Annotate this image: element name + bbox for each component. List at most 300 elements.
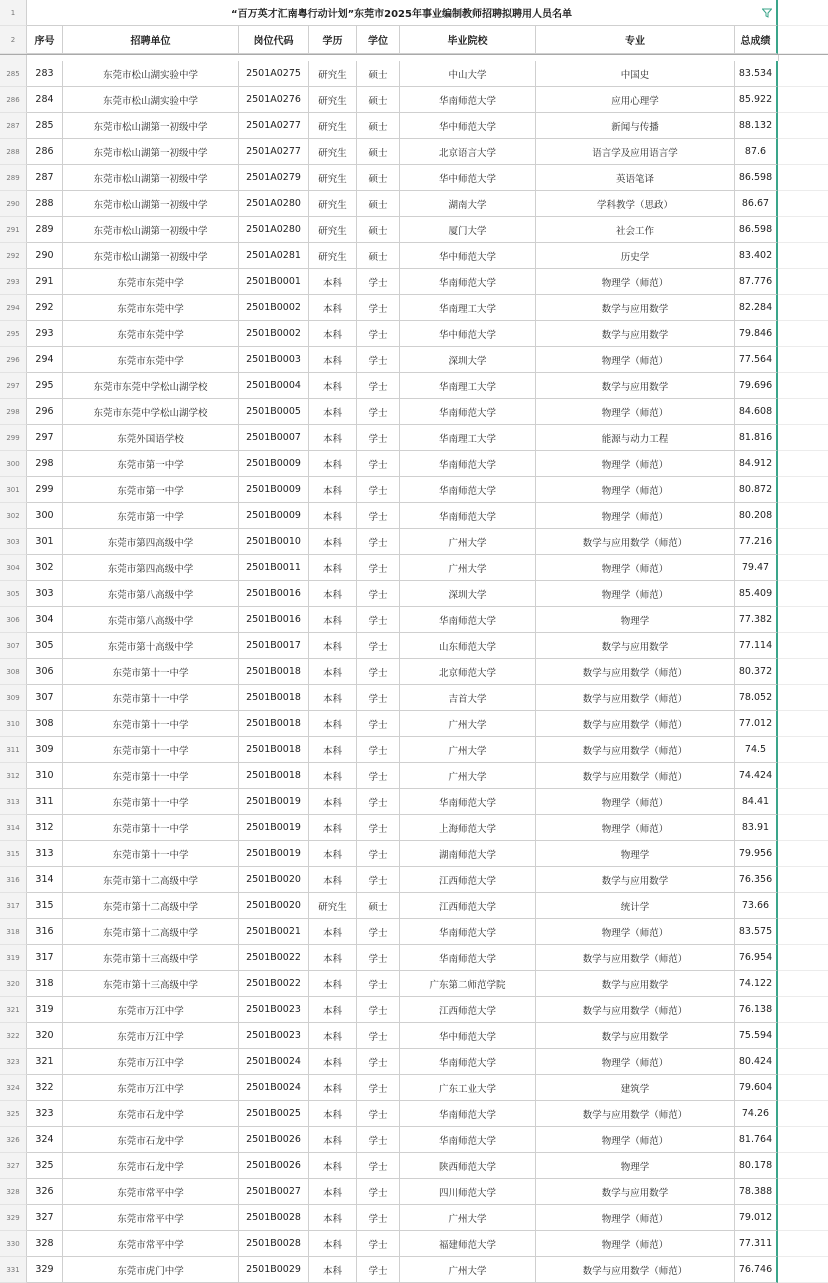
cell-employer[interactable]: 东莞市第四高级中学	[63, 529, 239, 555]
cell-position-code[interactable]: 2501B0002	[239, 321, 309, 347]
cell-degree[interactable]: 学士	[357, 815, 400, 841]
cell-school[interactable]: 华南师范大学	[400, 919, 536, 945]
cell-position-code[interactable]: 2501B0016	[239, 581, 309, 607]
cell-degree[interactable]: 硕士	[357, 87, 400, 113]
cell-education[interactable]: 研究生	[309, 243, 357, 269]
cell-degree[interactable]: 学士	[357, 399, 400, 425]
cell-school[interactable]: 华南理工大学	[400, 425, 536, 451]
cell-education[interactable]: 本科	[309, 451, 357, 477]
cell-index[interactable]: 318	[27, 971, 63, 997]
cell-total-score[interactable]: 84.41	[735, 789, 778, 815]
cell-index[interactable]: 296	[27, 399, 63, 425]
cell-degree[interactable]: 学士	[357, 711, 400, 737]
row-header[interactable]: 291	[0, 217, 27, 243]
cell-school[interactable]: 广东第二师范学院	[400, 971, 536, 997]
cell-total-score[interactable]: 77.012	[735, 711, 778, 737]
cell-employer[interactable]: 东莞市第十一中学	[63, 659, 239, 685]
cell-education[interactable]: 本科	[309, 269, 357, 295]
cell-index[interactable]: 329	[27, 1257, 63, 1283]
row-header[interactable]: 325	[0, 1101, 27, 1127]
cell-index[interactable]: 314	[27, 867, 63, 893]
cell-total-score[interactable]: 79.956	[735, 841, 778, 867]
row-header[interactable]: 301	[0, 477, 27, 503]
cell-position-code[interactable]: 2501B0020	[239, 893, 309, 919]
cell-degree[interactable]: 硕士	[357, 113, 400, 139]
cell-employer[interactable]: 东莞市第十二高级中学	[63, 893, 239, 919]
row-header[interactable]: 321	[0, 997, 27, 1023]
cell-total-score[interactable]: 79.696	[735, 373, 778, 399]
row-header[interactable]: 313	[0, 789, 27, 815]
cell-degree[interactable]: 硕士	[357, 139, 400, 165]
cell-education[interactable]: 本科	[309, 321, 357, 347]
cell-employer[interactable]: 东莞市万江中学	[63, 1049, 239, 1075]
cell-degree[interactable]: 学士	[357, 1153, 400, 1179]
cell-total-score[interactable]: 80.372	[735, 659, 778, 685]
cell-degree[interactable]: 学士	[357, 1023, 400, 1049]
cell-position-code[interactable]: 2501B0023	[239, 997, 309, 1023]
cell-index[interactable]: 299	[27, 477, 63, 503]
row-header[interactable]: 1	[0, 0, 27, 26]
row-header[interactable]: 287	[0, 113, 27, 139]
cell-degree[interactable]: 学士	[357, 1179, 400, 1205]
cell-education[interactable]: 本科	[309, 347, 357, 373]
cell-total-score[interactable]: 77.114	[735, 633, 778, 659]
cell-employer[interactable]: 东莞市第十二高级中学	[63, 919, 239, 945]
cell-position-code[interactable]: 2501A0280	[239, 217, 309, 243]
cell-school[interactable]: 华中师范大学	[400, 243, 536, 269]
cell-index[interactable]: 292	[27, 295, 63, 321]
row-header[interactable]: 308	[0, 659, 27, 685]
cell-education[interactable]: 研究生	[309, 893, 357, 919]
cell-degree[interactable]: 学士	[357, 1231, 400, 1257]
cell-total-score[interactable]: 74.424	[735, 763, 778, 789]
cell-total-score[interactable]: 84.608	[735, 399, 778, 425]
cell-school[interactable]: 华中师范大学	[400, 165, 536, 191]
cell-major[interactable]: 物理学（师范）	[536, 581, 735, 607]
cell-education[interactable]: 研究生	[309, 139, 357, 165]
cell-degree[interactable]: 学士	[357, 971, 400, 997]
cell-position-code[interactable]: 2501B0009	[239, 451, 309, 477]
cell-total-score[interactable]: 85.409	[735, 581, 778, 607]
cell-degree[interactable]: 学士	[357, 347, 400, 373]
cell-school[interactable]: 广州大学	[400, 555, 536, 581]
cell-position-code[interactable]: 2501B0017	[239, 633, 309, 659]
cell-school[interactable]: 华南理工大学	[400, 373, 536, 399]
row-header[interactable]: 295	[0, 321, 27, 347]
cell-index[interactable]: 285	[27, 113, 63, 139]
cell-degree[interactable]: 学士	[357, 1101, 400, 1127]
cell-position-code[interactable]: 2501A0280	[239, 191, 309, 217]
cell-employer[interactable]: 东莞市第八高级中学	[63, 607, 239, 633]
cell-degree[interactable]: 硕士	[357, 217, 400, 243]
cell-index[interactable]: 322	[27, 1075, 63, 1101]
cell-position-code[interactable]: 2501B0026	[239, 1127, 309, 1153]
cell-index[interactable]: 294	[27, 347, 63, 373]
cell-total-score[interactable]: 76.954	[735, 945, 778, 971]
cell-major[interactable]: 历史学	[536, 243, 735, 269]
cell-major[interactable]: 应用心理学	[536, 87, 735, 113]
cell-employer[interactable]: 东莞市常平中学	[63, 1205, 239, 1231]
cell-index[interactable]: 284	[27, 87, 63, 113]
cell-education[interactable]: 本科	[309, 373, 357, 399]
cell-major[interactable]: 数学与应用数学（师范）	[536, 737, 735, 763]
row-header[interactable]: 327	[0, 1153, 27, 1179]
cell-index[interactable]: 297	[27, 425, 63, 451]
cell-position-code[interactable]: 2501B0022	[239, 971, 309, 997]
row-header[interactable]: 331	[0, 1257, 27, 1283]
row-header[interactable]: 298	[0, 399, 27, 425]
column-header-employer[interactable]: 招聘单位	[63, 26, 239, 54]
cell-position-code[interactable]: 2501B0002	[239, 295, 309, 321]
cell-position-code[interactable]: 2501B0028	[239, 1231, 309, 1257]
cell-school[interactable]: 湖南师范大学	[400, 841, 536, 867]
cell-degree[interactable]: 学士	[357, 789, 400, 815]
cell-major[interactable]: 数学与应用数学（师范）	[536, 1257, 735, 1283]
cell-index[interactable]: 289	[27, 217, 63, 243]
cell-employer[interactable]: 东莞市万江中学	[63, 1023, 239, 1049]
cell-index[interactable]: 305	[27, 633, 63, 659]
cell-education[interactable]: 研究生	[309, 217, 357, 243]
cell-employer[interactable]: 东莞市第十二高级中学	[63, 867, 239, 893]
cell-total-score[interactable]: 87.6	[735, 139, 778, 165]
cell-school[interactable]: 广东工业大学	[400, 1075, 536, 1101]
cell-education[interactable]: 本科	[309, 971, 357, 997]
cell-major[interactable]: 社会工作	[536, 217, 735, 243]
cell-employer[interactable]: 东莞市第十一中学	[63, 685, 239, 711]
cell-total-score[interactable]: 77.564	[735, 347, 778, 373]
cell-school[interactable]: 广州大学	[400, 1205, 536, 1231]
cell-major[interactable]: 物理学（师范）	[536, 815, 735, 841]
cell-index[interactable]: 316	[27, 919, 63, 945]
cell-major[interactable]: 能源与动力工程	[536, 425, 735, 451]
cell-total-score[interactable]: 75.594	[735, 1023, 778, 1049]
cell-position-code[interactable]: 2501A0275	[239, 61, 309, 87]
row-header[interactable]: 2	[0, 26, 27, 54]
sheet-title-cell[interactable]	[27, 0, 778, 26]
cell-index[interactable]: 323	[27, 1101, 63, 1127]
cell-position-code[interactable]: 2501B0004	[239, 373, 309, 399]
cell-index[interactable]: 290	[27, 243, 63, 269]
row-header[interactable]: 323	[0, 1049, 27, 1075]
cell-school[interactable]: 华南师范大学	[400, 451, 536, 477]
cell-position-code[interactable]: 2501B0003	[239, 347, 309, 373]
row-header[interactable]: 296	[0, 347, 27, 373]
cell-employer[interactable]: 东莞市第十一中学	[63, 815, 239, 841]
cell-school[interactable]: 江西师范大学	[400, 997, 536, 1023]
cell-index[interactable]: 324	[27, 1127, 63, 1153]
cell-degree[interactable]: 学士	[357, 867, 400, 893]
cell-education[interactable]: 本科	[309, 503, 357, 529]
cell-total-score[interactable]: 83.402	[735, 243, 778, 269]
cell-total-score[interactable]: 78.388	[735, 1179, 778, 1205]
row-header[interactable]: 317	[0, 893, 27, 919]
cell-school[interactable]: 山东师范大学	[400, 633, 536, 659]
cell-education[interactable]: 本科	[309, 425, 357, 451]
cell-education[interactable]: 研究生	[309, 191, 357, 217]
row-header[interactable]: 309	[0, 685, 27, 711]
row-header[interactable]: 316	[0, 867, 27, 893]
cell-major[interactable]: 数学与应用数学	[536, 971, 735, 997]
cell-major[interactable]: 语言学及应用语言学	[536, 139, 735, 165]
cell-employer[interactable]: 东莞市第十一中学	[63, 763, 239, 789]
cell-education[interactable]: 本科	[309, 581, 357, 607]
cell-position-code[interactable]: 2501B0019	[239, 815, 309, 841]
cell-index[interactable]: 283	[27, 61, 63, 87]
cell-education[interactable]: 本科	[309, 1257, 357, 1283]
row-header[interactable]: 286	[0, 87, 27, 113]
cell-school[interactable]: 陕西师范大学	[400, 1153, 536, 1179]
row-header[interactable]: 329	[0, 1205, 27, 1231]
cell-education[interactable]: 本科	[309, 945, 357, 971]
cell-degree[interactable]: 学士	[357, 633, 400, 659]
row-header[interactable]: 312	[0, 763, 27, 789]
cell-major[interactable]: 物理学（师范）	[536, 477, 735, 503]
cell-position-code[interactable]: 2501B0019	[239, 841, 309, 867]
cell-major[interactable]: 中国史	[536, 61, 735, 87]
cell-employer[interactable]: 东莞市第十一中学	[63, 737, 239, 763]
cell-major[interactable]: 物理学（师范）	[536, 399, 735, 425]
row-header[interactable]: 290	[0, 191, 27, 217]
row-header[interactable]: 318	[0, 919, 27, 945]
cell-position-code[interactable]: 2501B0020	[239, 867, 309, 893]
cell-education[interactable]: 本科	[309, 815, 357, 841]
cell-school[interactable]: 广州大学	[400, 763, 536, 789]
cell-education[interactable]: 本科	[309, 1153, 357, 1179]
row-header[interactable]: 299	[0, 425, 27, 451]
cell-education[interactable]: 本科	[309, 1101, 357, 1127]
cell-school[interactable]: 福建师范大学	[400, 1231, 536, 1257]
cell-major[interactable]: 建筑学	[536, 1075, 735, 1101]
cell-total-score[interactable]: 76.356	[735, 867, 778, 893]
cell-degree[interactable]: 学士	[357, 1127, 400, 1153]
row-header[interactable]: 289	[0, 165, 27, 191]
row-header[interactable]: 294	[0, 295, 27, 321]
cell-position-code[interactable]: 2501B0011	[239, 555, 309, 581]
cell-employer[interactable]: 东莞市东莞中学松山湖学校	[63, 373, 239, 399]
cell-major[interactable]: 数学与应用数学	[536, 373, 735, 399]
cell-education[interactable]: 本科	[309, 997, 357, 1023]
cell-total-score[interactable]: 86.598	[735, 165, 778, 191]
cell-school[interactable]: 华南师范大学	[400, 1127, 536, 1153]
cell-index[interactable]: 309	[27, 737, 63, 763]
cell-position-code[interactable]: 2501A0281	[239, 243, 309, 269]
cell-index[interactable]: 310	[27, 763, 63, 789]
cell-position-code[interactable]: 2501B0005	[239, 399, 309, 425]
cell-major[interactable]: 物理学（师范）	[536, 451, 735, 477]
cell-degree[interactable]: 学士	[357, 737, 400, 763]
cell-school[interactable]: 华南师范大学	[400, 399, 536, 425]
cell-employer[interactable]: 东莞市松山湖第一初级中学	[63, 191, 239, 217]
cell-education[interactable]: 本科	[309, 295, 357, 321]
cell-school[interactable]: 广州大学	[400, 529, 536, 555]
cell-total-score[interactable]: 80.178	[735, 1153, 778, 1179]
cell-school[interactable]: 广州大学	[400, 711, 536, 737]
cell-employer[interactable]: 东莞市第一中学	[63, 503, 239, 529]
cell-major[interactable]: 物理学（师范）	[536, 555, 735, 581]
cell-index[interactable]: 319	[27, 997, 63, 1023]
cell-total-score[interactable]: 86.67	[735, 191, 778, 217]
cell-index[interactable]: 300	[27, 503, 63, 529]
row-header[interactable]: 305	[0, 581, 27, 607]
cell-degree[interactable]: 学士	[357, 919, 400, 945]
cell-index[interactable]: 304	[27, 607, 63, 633]
cell-employer[interactable]: 东莞市石龙中学	[63, 1127, 239, 1153]
cell-school[interactable]: 北京语言大学	[400, 139, 536, 165]
cell-degree[interactable]: 学士	[357, 1049, 400, 1075]
row-header[interactable]: 304	[0, 555, 27, 581]
cell-position-code[interactable]: 2501B0027	[239, 1179, 309, 1205]
cell-index[interactable]: 315	[27, 893, 63, 919]
cell-degree[interactable]: 硕士	[357, 191, 400, 217]
cell-employer[interactable]: 东莞市东莞中学	[63, 295, 239, 321]
cell-education[interactable]: 本科	[309, 685, 357, 711]
cell-position-code[interactable]: 2501B0019	[239, 789, 309, 815]
cell-index[interactable]: 291	[27, 269, 63, 295]
cell-degree[interactable]: 学士	[357, 945, 400, 971]
cell-employer[interactable]: 东莞市第一中学	[63, 451, 239, 477]
cell-major[interactable]: 数学与应用数学（师范）	[536, 763, 735, 789]
cell-degree[interactable]: 学士	[357, 607, 400, 633]
cell-total-score[interactable]: 83.534	[735, 61, 778, 87]
cell-total-score[interactable]: 83.575	[735, 919, 778, 945]
row-header[interactable]: 330	[0, 1231, 27, 1257]
cell-school[interactable]: 江西师范大学	[400, 893, 536, 919]
cell-employer[interactable]: 东莞市石龙中学	[63, 1101, 239, 1127]
cell-total-score[interactable]: 88.132	[735, 113, 778, 139]
filter-icon[interactable]	[762, 8, 772, 18]
cell-degree[interactable]: 学士	[357, 269, 400, 295]
cell-position-code[interactable]: 2501B0024	[239, 1049, 309, 1075]
cell-index[interactable]: 288	[27, 191, 63, 217]
cell-position-code[interactable]: 2501B0001	[239, 269, 309, 295]
cell-employer[interactable]: 东莞市松山湖第一初级中学	[63, 113, 239, 139]
cell-total-score[interactable]: 87.776	[735, 269, 778, 295]
cell-degree[interactable]: 学士	[357, 321, 400, 347]
cell-total-score[interactable]: 85.922	[735, 87, 778, 113]
row-header[interactable]: 293	[0, 269, 27, 295]
cell-school[interactable]: 华南师范大学	[400, 789, 536, 815]
cell-employer[interactable]: 东莞市松山湖第一初级中学	[63, 139, 239, 165]
row-header[interactable]: 322	[0, 1023, 27, 1049]
cell-school[interactable]: 华南师范大学	[400, 607, 536, 633]
cell-employer[interactable]: 东莞市松山湖实验中学	[63, 87, 239, 113]
column-header-education[interactable]: 学历	[309, 26, 357, 54]
cell-degree[interactable]: 学士	[357, 425, 400, 451]
cell-index[interactable]: 293	[27, 321, 63, 347]
cell-position-code[interactable]: 2501B0018	[239, 659, 309, 685]
cell-employer[interactable]: 东莞市第十一中学	[63, 841, 239, 867]
cell-major[interactable]: 数学与应用数学	[536, 295, 735, 321]
cell-employer[interactable]: 东莞市松山湖第一初级中学	[63, 217, 239, 243]
cell-index[interactable]: 295	[27, 373, 63, 399]
row-header[interactable]: 300	[0, 451, 27, 477]
cell-employer[interactable]: 东莞市常平中学	[63, 1231, 239, 1257]
cell-school[interactable]: 华南师范大学	[400, 945, 536, 971]
cell-position-code[interactable]: 2501B0022	[239, 945, 309, 971]
cell-index[interactable]: 326	[27, 1179, 63, 1205]
cell-total-score[interactable]: 77.382	[735, 607, 778, 633]
cell-total-score[interactable]: 82.284	[735, 295, 778, 321]
cell-employer[interactable]: 东莞市石龙中学	[63, 1153, 239, 1179]
row-header[interactable]: 292	[0, 243, 27, 269]
cell-index[interactable]: 287	[27, 165, 63, 191]
cell-total-score[interactable]: 78.052	[735, 685, 778, 711]
cell-position-code[interactable]: 2501A0277	[239, 113, 309, 139]
cell-position-code[interactable]: 2501A0277	[239, 139, 309, 165]
row-header[interactable]: 324	[0, 1075, 27, 1101]
cell-degree[interactable]: 学士	[357, 555, 400, 581]
cell-position-code[interactable]: 2501A0276	[239, 87, 309, 113]
cell-major[interactable]: 物理学	[536, 1153, 735, 1179]
cell-employer[interactable]: 东莞市东莞中学	[63, 269, 239, 295]
cell-total-score[interactable]: 74.26	[735, 1101, 778, 1127]
cell-major[interactable]: 数学与应用数学（师范）	[536, 1101, 735, 1127]
cell-major[interactable]: 数学与应用数学	[536, 321, 735, 347]
cell-major[interactable]: 数学与应用数学	[536, 1179, 735, 1205]
cell-position-code[interactable]: 2501B0010	[239, 529, 309, 555]
row-header[interactable]: 315	[0, 841, 27, 867]
cell-degree[interactable]: 硕士	[357, 893, 400, 919]
cell-index[interactable]: 317	[27, 945, 63, 971]
cell-school[interactable]: 北京师范大学	[400, 659, 536, 685]
cell-position-code[interactable]: 2501B0024	[239, 1075, 309, 1101]
cell-position-code[interactable]: 2501A0279	[239, 165, 309, 191]
cell-education[interactable]: 本科	[309, 477, 357, 503]
cell-employer[interactable]: 东莞外国语学校	[63, 425, 239, 451]
cell-degree[interactable]: 学士	[357, 477, 400, 503]
cell-education[interactable]: 本科	[309, 867, 357, 893]
cell-index[interactable]: 325	[27, 1153, 63, 1179]
cell-education[interactable]: 本科	[309, 1231, 357, 1257]
cell-index[interactable]: 298	[27, 451, 63, 477]
row-header[interactable]: 302	[0, 503, 27, 529]
cell-total-score[interactable]: 86.598	[735, 217, 778, 243]
cell-degree[interactable]: 学士	[357, 685, 400, 711]
cell-major[interactable]: 物理学（师范）	[536, 1205, 735, 1231]
row-header[interactable]: 320	[0, 971, 27, 997]
cell-school[interactable]: 华中师范大学	[400, 113, 536, 139]
cell-education[interactable]: 研究生	[309, 87, 357, 113]
row-header[interactable]: 311	[0, 737, 27, 763]
row-header[interactable]: 303	[0, 529, 27, 555]
cell-major[interactable]: 物理学（师范）	[536, 269, 735, 295]
cell-degree[interactable]: 学士	[357, 581, 400, 607]
cell-education[interactable]: 本科	[309, 763, 357, 789]
row-header[interactable]: 306	[0, 607, 27, 633]
cell-major[interactable]: 数学与应用数学（师范）	[536, 997, 735, 1023]
cell-school[interactable]: 广州大学	[400, 737, 536, 763]
cell-total-score[interactable]: 81.816	[735, 425, 778, 451]
column-header-major[interactable]: 专业	[536, 26, 735, 54]
cell-degree[interactable]: 硕士	[357, 165, 400, 191]
cell-index[interactable]: 321	[27, 1049, 63, 1075]
cell-index[interactable]: 308	[27, 711, 63, 737]
cell-education[interactable]: 本科	[309, 607, 357, 633]
cell-employer[interactable]: 东莞市第十一中学	[63, 789, 239, 815]
cell-education[interactable]: 本科	[309, 633, 357, 659]
cell-education[interactable]: 本科	[309, 529, 357, 555]
cell-school[interactable]: 广州大学	[400, 1257, 536, 1283]
cell-school[interactable]: 华南师范大学	[400, 1049, 536, 1075]
cell-education[interactable]: 本科	[309, 789, 357, 815]
cell-employer[interactable]: 东莞市松山湖第一初级中学	[63, 243, 239, 269]
cell-total-score[interactable]: 76.138	[735, 997, 778, 1023]
cell-index[interactable]: 320	[27, 1023, 63, 1049]
cell-total-score[interactable]: 80.208	[735, 503, 778, 529]
cell-employer[interactable]: 东莞市第八高级中学	[63, 581, 239, 607]
cell-position-code[interactable]: 2501B0025	[239, 1101, 309, 1127]
cell-index[interactable]: 313	[27, 841, 63, 867]
